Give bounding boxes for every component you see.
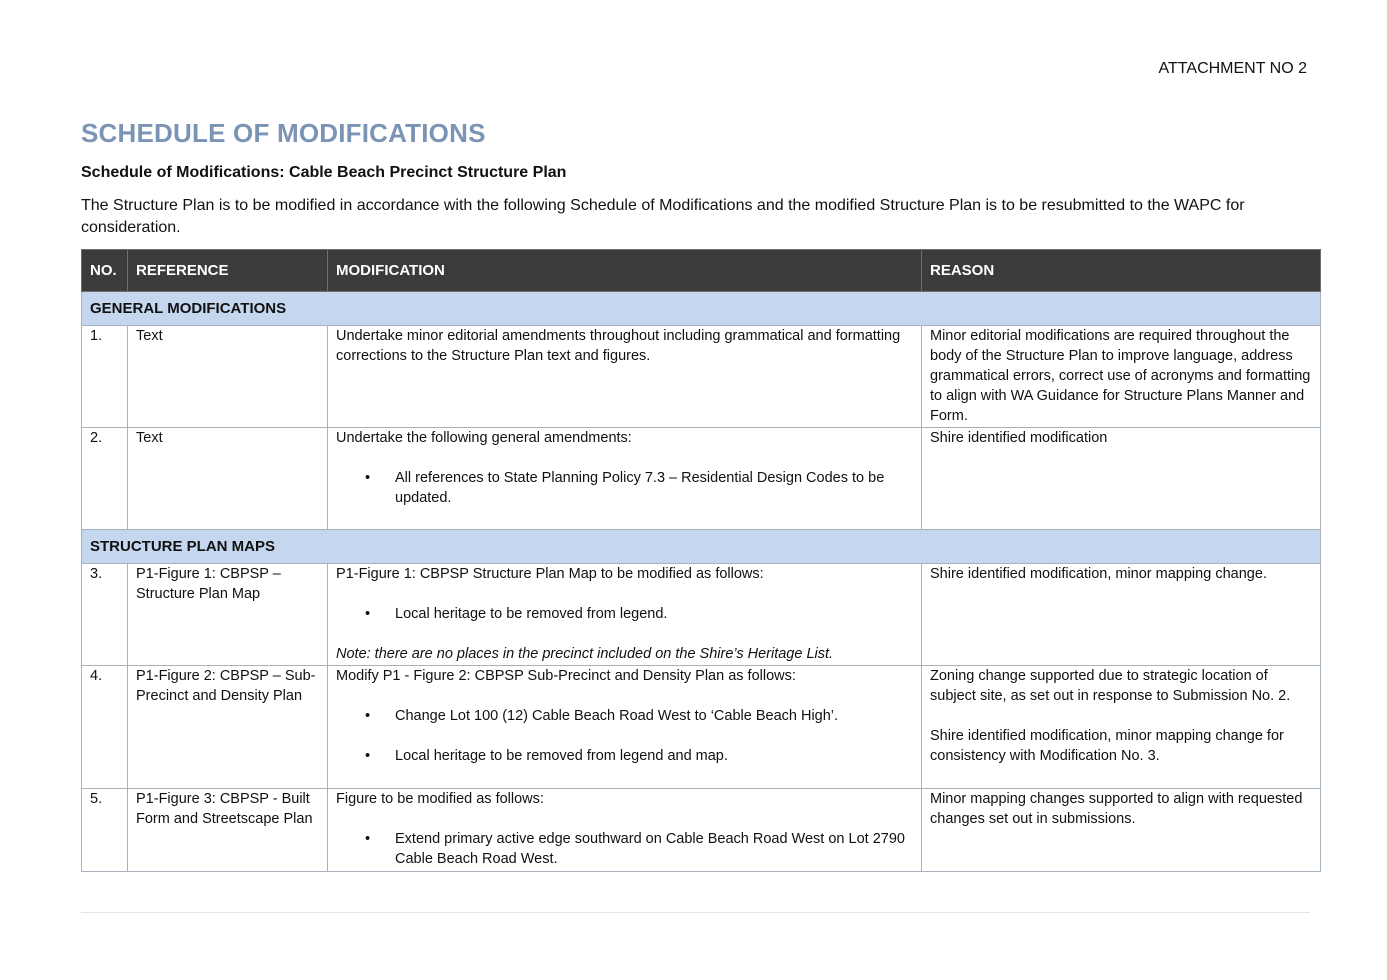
row-modification	[328, 564, 922, 666]
row-reason: Shire identified modification	[922, 428, 1321, 530]
table-row	[82, 428, 1321, 530]
row-reason: Shire identified modification, minor mapping change.	[922, 564, 1321, 666]
header-reference: REFERENCE	[128, 250, 328, 292]
row-reference: P1-Figure 1: CBPSP – Structure Plan Map	[128, 564, 328, 666]
row-reference: P1-Figure 2: CBPSP – Sub-Precinct and Density Plan	[128, 666, 328, 789]
header-modification: MODIFICATION	[328, 250, 922, 292]
bullet-text: Local heritage to be removed from legend and map.	[395, 748, 728, 764]
section-title: STRUCTURE PLAN MAPS	[82, 530, 1321, 564]
section-row-maps	[82, 530, 1321, 564]
header-no: NO.	[82, 250, 128, 292]
row-reason: Minor mapping changes supported to align with requested changes set out in submissions.	[922, 789, 1321, 872]
bullet-list	[336, 604, 913, 624]
modification-text: Modify P1 - Figure 2: CBPSP Sub-Precinct and Density Plan as follows:	[336, 668, 796, 684]
reason-text: Zoning change supported due to strategic location of subject site, as set out in response to Submission No. 2.	[930, 668, 1291, 704]
bullet-text: Local heritage to be removed from legend.	[395, 606, 668, 622]
row-number: 2.	[82, 428, 128, 530]
row-reference: Text	[128, 428, 328, 530]
modification-text: Undertake the following general amendments:	[336, 430, 632, 446]
bullet-item	[365, 604, 913, 624]
row-number: 3.	[82, 564, 128, 666]
bullet-glyph: •	[365, 606, 371, 622]
row-reference: Text	[128, 326, 328, 428]
row-modification	[328, 428, 922, 530]
bullet-glyph: •	[365, 748, 371, 764]
row-reference: P1-Figure 3: CBPSP - Built Form and Streetscape Plan	[128, 789, 328, 872]
footer-divider	[81, 912, 1310, 913]
row-modification	[328, 666, 922, 789]
section-row-general	[82, 292, 1321, 326]
document-subtitle: Schedule of Modifications: Cable Beach Precinct Structure Plan	[81, 164, 567, 181]
bullet-list	[336, 706, 913, 766]
bullet-item	[365, 746, 913, 766]
bullet-glyph: •	[365, 470, 371, 486]
section-title: GENERAL MODIFICATIONS	[82, 292, 1321, 326]
row-number: 1.	[82, 326, 128, 428]
modification-text: Figure to be modified as follows:	[336, 791, 544, 807]
modification-text: P1-Figure 1: CBPSP Structure Plan Map to be modified as follows:	[336, 566, 764, 582]
bullet-text: All references to State Planning Policy 7.3 – Residential Design Codes to be updated.	[395, 470, 885, 506]
bullet-glyph: •	[365, 708, 371, 724]
table-header-row	[82, 250, 1321, 292]
table-row	[82, 666, 1321, 789]
table-row	[82, 789, 1321, 872]
row-modification: Undertake minor editorial amendments throughout including grammatical and formatting corrections to the Structure Plan text and figures.	[328, 326, 922, 428]
table-row	[82, 564, 1321, 666]
table-row	[82, 326, 1321, 428]
intro-paragraph: The Structure Plan is to be modified in accordance with the following Schedule of Modifications and the modified Structure Plan is to be resubmitted to the WAPC for consideration.	[81, 197, 1245, 236]
bullet-list	[336, 468, 913, 508]
bullet-item	[365, 468, 913, 508]
row-number: 5.	[82, 789, 128, 872]
attachment-label: ATTACHMENT NO 2	[1158, 60, 1307, 77]
bullet-text: Change Lot 100 (12) Cable Beach Road West to ‘Cable Beach High’.	[395, 708, 839, 724]
bullet-text: Extend primary active edge southward on Cable Beach Road West on Lot 2790 Cable Beach Road West.	[395, 831, 905, 867]
row-reason	[922, 666, 1321, 789]
bullet-item	[365, 706, 913, 726]
reason-text-2: Shire identified modification, minor mapping change for consistency with Modification No. 3.	[930, 728, 1284, 764]
modifications-table	[81, 249, 1321, 872]
bullet-item	[365, 829, 913, 869]
row-reason: Minor editorial modifications are required throughout the body of the Structure Plan to improve language, address grammatical errors, correct use of acronyms and formatting to align with WA Guidance for Structure Plans Manner and Form.	[922, 326, 1321, 428]
page-title: SCHEDULE OF MODIFICATIONS	[81, 118, 486, 148]
bullet-list	[336, 829, 913, 869]
row-modification	[328, 789, 922, 872]
header-reason: REASON	[922, 250, 1321, 292]
row-number: 4.	[82, 666, 128, 789]
modification-note: Note: there are no places in the precinct included on the Shire’s Heritage List.	[336, 646, 834, 662]
bullet-glyph: •	[365, 831, 371, 847]
